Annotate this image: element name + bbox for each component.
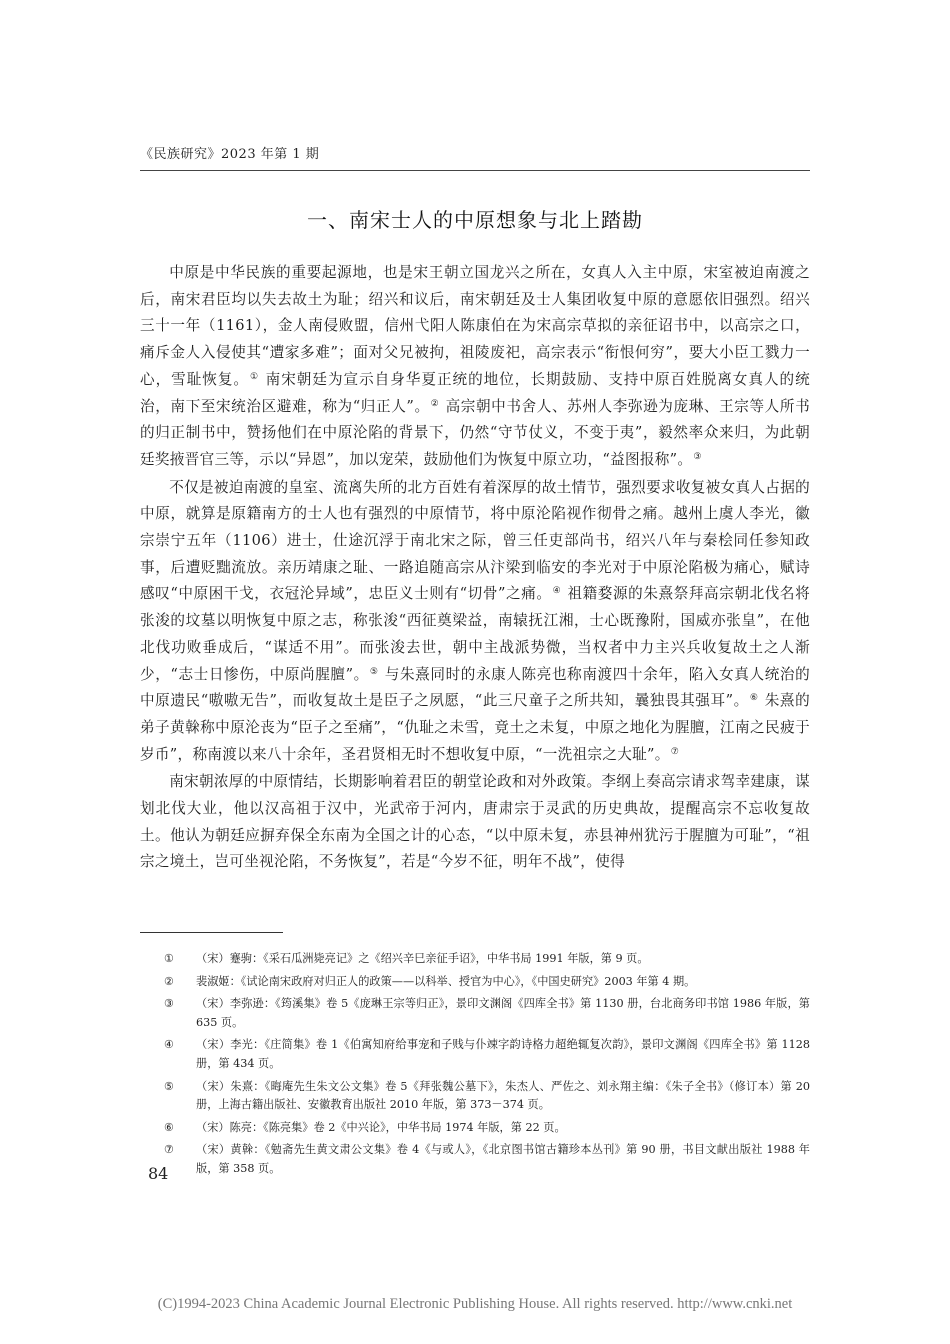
footnote-1 <box>140 950 810 969</box>
paragraph-text: 不仅是被迫南渡的皇室、流离失所的北方百姓有着深厚的故土情节，强烈要求收复被女真人占据的中原，就算是原籍南方的士人也有强烈的中原情节，将中原沦陷视作彻骨之痛。越州上虞人李光，徽宗崇宁五年（1106）进士，仕途沉浮于南北宋之际，曾三任吏部尚书，绍兴八年与秦桧同任参知政事，后遭贬黜流放。亲历靖康之耻、一路追随高宗从汴梁到临安的李光对于中原沦陷极为痛心，赋诗感叹“中原困干戈，衣冠沦异域”，忠臣义士则有“切骨”之痛。 <box>140 478 810 603</box>
footnote-text: （宋）朱熹：《晦庵先生朱文公文集》卷 5《拜张魏公墓下》，朱杰人、严佐之、刘永翔主编：《朱子全书》（修订本）第 20 册，上海古籍出版社、安徽教育出版社 2010 年版，第 373－374 页。 <box>196 1079 810 1112</box>
footnote-text: （宋）李弥逊：《筠溪集》卷 5《庞琳王宗等归正》，景印文渊阁《四库全书》第 1130 册，台北商务印书馆 1986 年版，第 635 页。 <box>196 997 810 1029</box>
footnote-7 <box>140 1141 810 1178</box>
footnote-ref[interactable]: ② <box>430 398 440 409</box>
footnote-5 <box>140 1078 810 1115</box>
footnote-mark: ⑦ <box>164 1143 174 1157</box>
paragraph-text: 高宗朝中书舍人、苏州人李弥逊为庞琳、王宗等人所书的归正制书中，赞扬他们在中原沦陷的背景下，仍然“守节仗义，不变于夷”，毅然率众来归，为此朝廷奖掖晋官三等，示以“异恩”，加以宠荣，鼓励他们为恢复中原立功，“益图报称”。 <box>140 397 810 468</box>
footnote-text: （宋）李光：《庄简集》卷 1《伯寓知府给事宠和子贱与仆竦字韵诗格力超绝辄复次韵》，景印文渊阁《四库全书》第 1128 册，第 434 页。 <box>196 1038 810 1070</box>
footnote-text: 裴淑姬：《试论南宋政府对归正人的政策——以科举、授官为中心》，《中国史研究》2003 年第 4 期。 <box>196 974 696 988</box>
footnotes <box>140 950 810 1183</box>
header-rule <box>140 170 810 171</box>
footnote-3 <box>140 995 810 1032</box>
footnote-text: （宋）黄榦：《勉斋先生黄文肃公文集》卷 4《与或人》，《北京图书馆古籍珍本丛刊》第 90 册，书目文献出版社 1988 年版，第 358 页。 <box>196 1143 810 1175</box>
footnote-mark: ① <box>164 952 174 965</box>
paragraph-2 <box>140 475 810 769</box>
page-number: 84 <box>148 1164 169 1183</box>
section-title: 一、南宋士人的中原想象与北上踏勘 <box>307 208 643 232</box>
copyright-notice: (C)1994-2023 China Academic Journal Electronic Publishing House. All rights reserved. http://www.cnki.net <box>157 1296 793 1312</box>
footnote-text: （宋）陈亮：《陈亮集》卷 2《中兴论》，中华书局 1974 年版，第 22 页。 <box>196 1120 566 1134</box>
footnote-ref[interactable]: ⑥ <box>749 693 759 704</box>
footnote-mark: ⑤ <box>164 1079 174 1093</box>
paragraph-text: 朱熹的弟子黄榦称中原沦丧为“臣子之至痛”，“仇耻之未雪，竟土之未复，中原之地化为腥膻，江南之民疲于岁币”，称南渡以来八十余年，圣君贤相无时不想收复中原，“一洗祖宗之大耻”。 <box>140 692 810 763</box>
footnote-mark: ③ <box>164 997 174 1011</box>
footnote-4 <box>140 1036 810 1073</box>
footnote-mark: ④ <box>164 1038 174 1052</box>
footnote-6 <box>140 1119 810 1138</box>
running-header: 《民族研究》2023 年第 1 期 <box>140 147 320 162</box>
footnote-mark: ⑥ <box>164 1120 174 1134</box>
paragraph-text: 与朱熹同时的永康人陈亮也称南渡四十余年，陷入女真人统治的中原遗民“嗷嗷无告”，而收复故土是臣子之夙愿，“此三尺童子之所共知，曩独畏其强耳”。 <box>140 665 810 710</box>
paragraph-text: 祖籍婺源的朱熹祭拜高宗朝北伐名将张浚的坟墓以明恢复中原之志，称张浚“西征奠梁益，南辕抚江湘，士心既豫附，国威亦张皇”，在他北伐功败垂成后，“谋适不用”。而张浚去世，朝中主战派势微，当权者中力主兴兵收复故土之人渐少，“志士日惨伤，中原尚腥膻”。 <box>140 585 810 683</box>
footnote-rule <box>140 932 283 933</box>
footnote-ref[interactable]: ① <box>250 371 260 382</box>
footnote-2 <box>140 973 810 992</box>
body-text <box>140 260 810 877</box>
footnote-ref[interactable]: ④ <box>552 586 562 597</box>
footnote-ref[interactable]: ③ <box>693 451 702 462</box>
footnote-ref[interactable]: ⑤ <box>369 666 379 677</box>
footnote-ref[interactable]: ⑦ <box>670 746 680 757</box>
paragraph-text: 南宋朝廷为宣示自身华夏正统的地位，长期鼓励、支持中原百姓脱离女真人的统治，南下至宋统治区避难，称为“归正人”。 <box>140 370 810 415</box>
footnote-text: （宋）蹇驹：《采石瓜洲毙亮记》之《绍兴辛巳亲征手诏》，中华书局 1991 年版，第 9 页。 <box>196 952 649 965</box>
footnote-mark: ② <box>164 974 174 988</box>
paragraph-3 <box>140 769 810 876</box>
paragraph-text: 中原是中华民族的重要起源地，也是宋王朝立国龙兴之所在，女真人入主中原，宋室被迫南渡之后，南宋君臣均以失去故土为耻；绍兴和议后，南宋朝廷及士人集团收复中原的意愿依旧强烈。绍兴三十一年（1161），金人南侵败盟，信州弋阳人陈康伯在为宋高宗草拟的亲征诏书中，以高宗之口，痛斥金人入侵使其“遭家多难”；面对父兄被拘，祖陵废祀，高宗表示“衔恨何穷”，要大小臣工戮力一心，雪耻恢复。 <box>140 264 810 388</box>
paragraph-1 <box>140 260 810 474</box>
paragraph-text: 南宋朝浓厚的中原情结，长期影响着君臣的朝堂论政和对外政策。李纲上奏高宗请求驾幸建康，谋划北伐大业，他以汉高祖于汉中，光武帝于河内，唐肃宗于灵武的历史典故，提醒高宗不忘收复故土。他认为朝廷应摒弃保全东南为全国之计的心态，“以中原未复，赤县神州犹污于腥膻为可耻”，“祖宗之境土，岂可坐视沦陷，不务恢复”，若是“今岁不征，明年不战”，使得 <box>140 773 810 871</box>
